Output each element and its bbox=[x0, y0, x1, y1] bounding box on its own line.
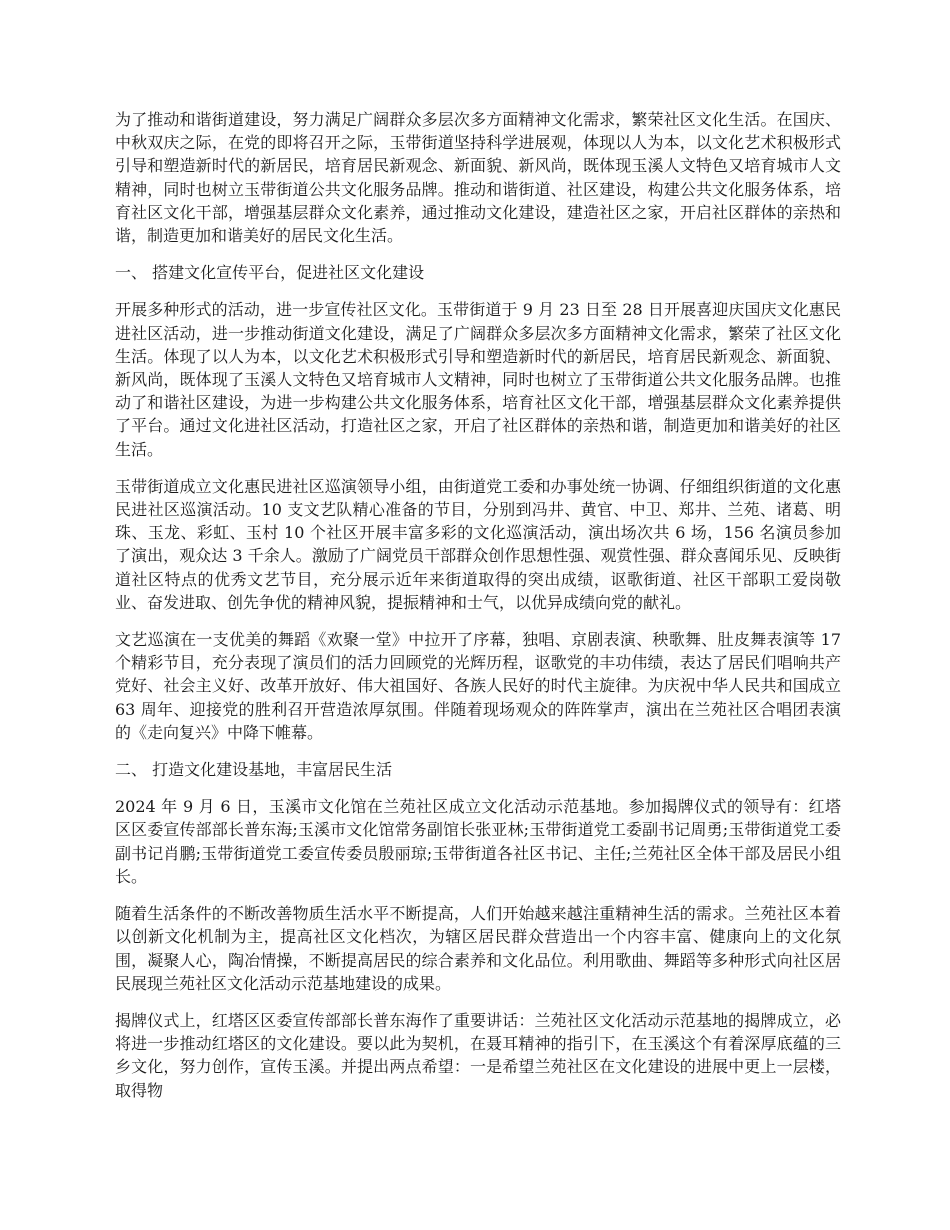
paragraph-intro: 为了推动和谐街道建设，努力满足广阔群众多层次多方面精神文化需求，繁荣社区文化生活。在国庆、中秋双庆之际，在党的即将召开之际，玉带街道坚持科学进展观，体现以人为本，以文化艺术积极形式引导和塑造新时代的新居民，培育居民新观念、新面貌、新风尚，既体现玉溪人文特色又培育城市人文精神，同时也树立玉带街道公共文化服务品牌。推动和谐街道、社区建设，构建公共文化服务体系，培育社区文化干部，增强基层群众文化素养，通过推动文化建设，建造社区之家，开启社区群体的亲热和谐，制造更加和谐美好的居民文化生活。 bbox=[115, 110, 841, 246]
paragraph-ceremony-speech: 揭牌仪式上，红塔区区委宣传部部长普东海作了重要讲话：兰苑社区文化活动示范基地的揭牌成立，必将进一步推动红塔区的文化建设。要以此为契机，在聂耳精神的指引下，在玉溪这个有着深厚底蕴的三乡文化，努力创作，宣传玉溪。并提出两点希望：一是希望兰苑社区在文化建设的进展中更上一层楼，取得物 bbox=[115, 1010, 841, 1100]
section-heading-2: 二、 打造文化建设基地，丰富居民生活 bbox=[115, 760, 393, 780]
document-body bbox=[115, 108, 847, 1116]
paragraph-base-founding: 2024 年 9 月 6 日，玉溪市文化馆在兰苑社区成立文化活动示范基地。参加揭牌仪式的领导有：红塔区区委宣传部部长普东海;玉溪市文化馆常务副馆长张亚林;玉带街道党工委副书记周勇;玉带街道党工委副书记肖鹏;玉带街道党工委宣传委员殷丽琼;玉带街道各社区书记、主任;兰苑社区全体干部及居民小组长。 bbox=[115, 797, 841, 886]
paragraph-performance: 文艺巡演在一支优美的舞蹈《欢聚一堂》中拉开了序幕，独唱、京剧表演、秧歌舞、肚皮舞表演等 17 个精彩节目，充分表现了演员们的活力回顾党的光辉历程，讴歌党的丰功伟绩，表达了居民们唱响共产党好、社会主义好、改革开放好、伟大祖国好、各族人民好的时代主旋律。为庆祝中华人民共和国成立 63 周年、迎接党的胜利召开营造浓厚氛围。伴随着现场观众的阵阵掌声，演出在兰苑社区合唱团表演的《走向复兴》中降下帷幕。 bbox=[115, 630, 847, 742]
paragraph-living-standards: 随着生活条件的不断改善物质生活水平不断提高，人们开始越来越注重精神生活的需求。兰苑社区本着以创新文化机制为主，提高社区文化档次，为辖区居民群众营造出一个内容丰富、健康向上的文化氛围，凝聚人心，陶冶情操，不断提高居民的综合素养和文化品位。利用歌曲、舞蹈等多种形式向社区居民展现兰苑社区文化活动示范基地建设的成果。 bbox=[115, 904, 841, 993]
paragraph-tour-group: 玉带街道成立文化惠民进社区巡演领导小组，由街道党工委和办事处统一协调、仔细组织街道的文化惠民进社区巡演活动。10 支文艺队精心准备的节目，分别到冯井、黄官、中卫、郑井、兰苑、诸葛、明珠、玉龙、彩虹、玉村 10 个社区开展丰富多彩的文化巡演活动，演出场次共 6 场，156 名演员参加了演出，观众达 3 千余人。激励了广阔党员干部群众创作思想性强、观赏性强、群众喜闻乐见、反映街道社区特点的优秀文艺节目，充分展示近年来街道取得的突出成绩，讴歌街道、社区干部职工爱岗敬业、奋发进取、创先争优的精神风貌，提振精神和士气，以优异成绩向党的献礼。 bbox=[115, 476, 841, 612]
paragraph-activities: 开展多种形式的活动，进一步宣传社区文化。玉带街道于 9 月 23 日至 28 日开展喜迎庆国庆文化惠民进社区活动，进一步推动街道文化建设，满足了广阔群众多层次多方面精神文化需求，繁荣了社区文化生活。体现了以人为本，以文化艺术积极形式引导和塑造新时代的新居民，培育居民新观念、新面貌、新风尚，既体现了玉溪人文特色又培育城市人文精神，同时也树立了玉带街道公共文化服务品牌。也推动了和谐社区建设，为进一步构建公共文化服务体系，培育社区文化干部，增强基层群众文化素养提供了平台。通过文化进社区活动，打造社区之家，开启了社区群体的亲热和谐，制造更加和谐美好的社区生活。 bbox=[115, 300, 841, 459]
section-heading-1: 一、 搭建文化宣传平台，促进社区文化建设 bbox=[115, 263, 425, 283]
